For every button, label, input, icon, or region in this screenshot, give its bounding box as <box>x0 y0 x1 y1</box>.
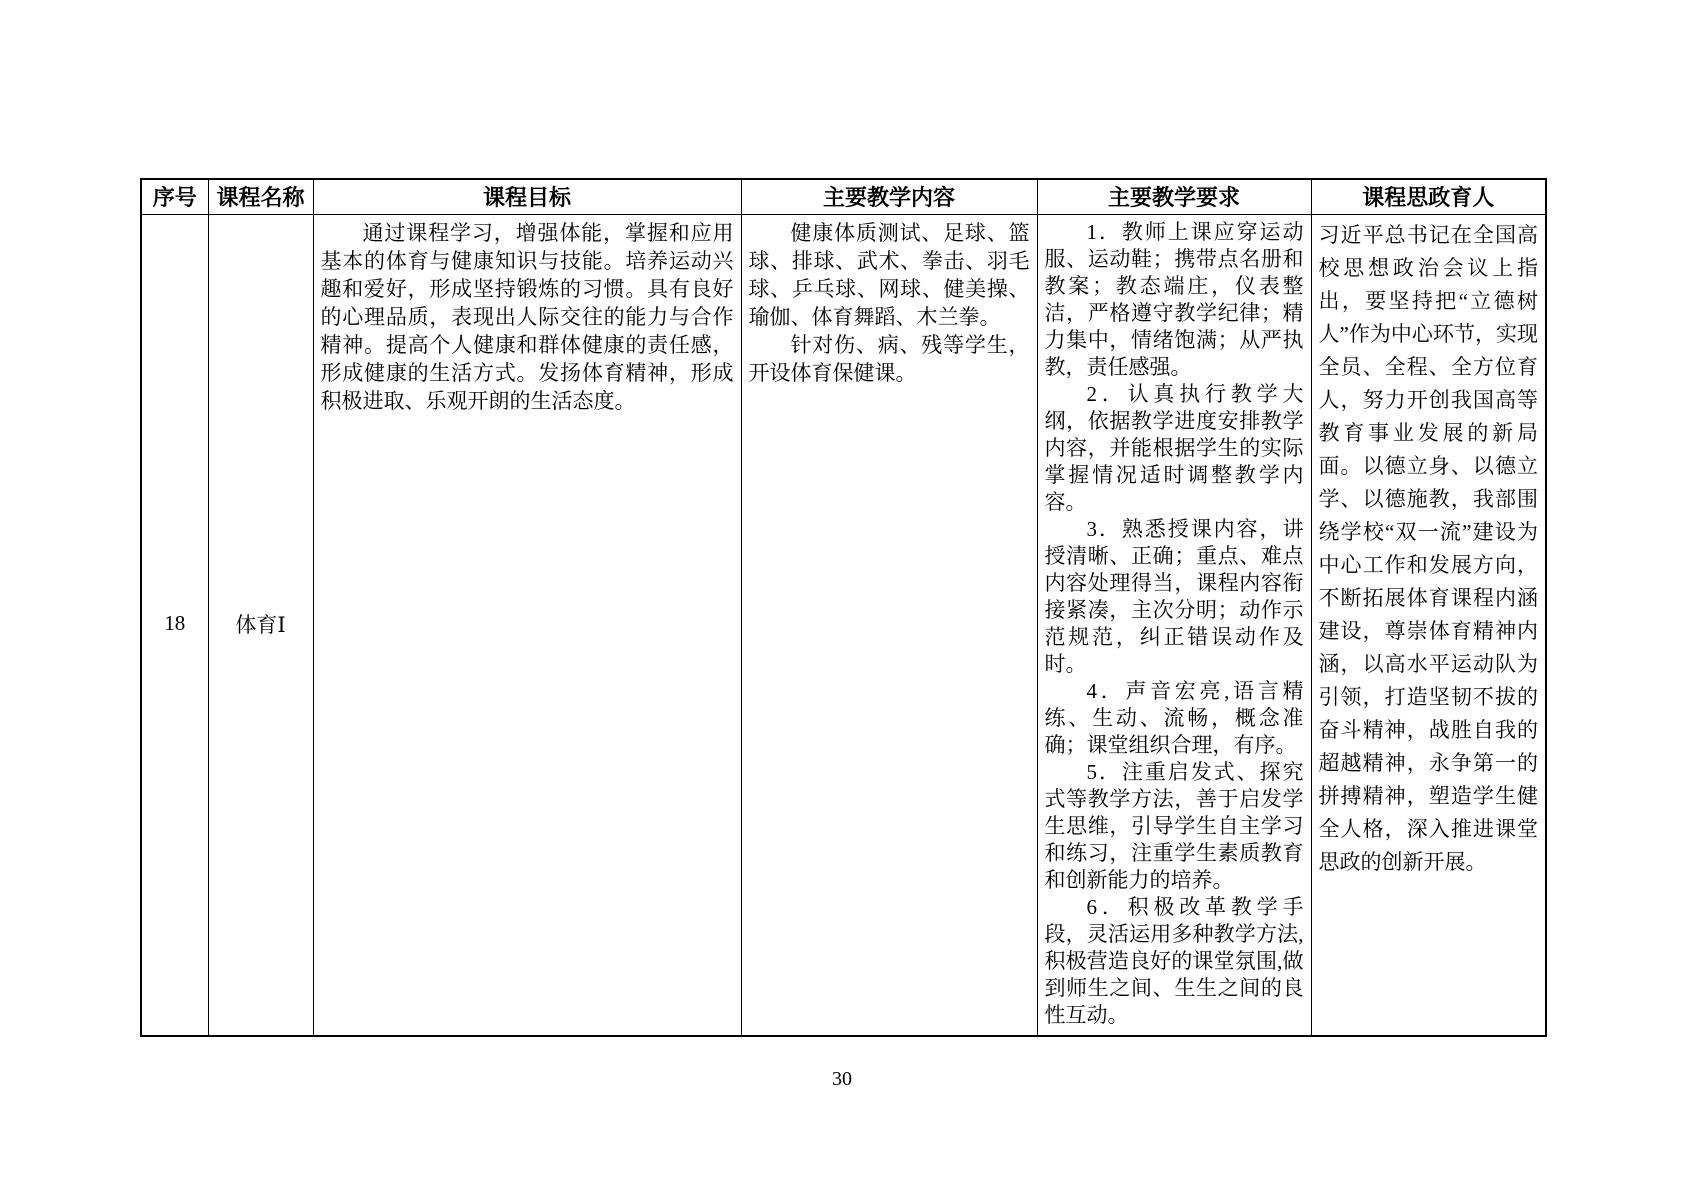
table-row <box>141 214 1546 1036</box>
column-header-course-name: 课程名称 <box>208 179 313 214</box>
cell-ideology <box>1311 214 1546 1036</box>
ideology-paragraph: 习近平总书记在全国高校思想政治会议上指出，要坚持把“立德树人”作为中心环节，实现全员、全程、全方位育人，努力开创我国高等教育事业发展的新局面。以德立身、以德立学、以德施教，我部围绕学校“双一流”建设为中心工作和发展方向，不断拓展体育课程内涵建设，尊崇体育精神内涵，以高水平运动队为引领，打造坚韧不拔的奋斗精神，战胜自我的超越精神，永争第一的拼搏精神，塑造学生健全人格，深入推进课堂思政的创新开展。 <box>1318 222 1538 874</box>
column-header-teaching-content: 主要教学内容 <box>741 179 1037 214</box>
cell-course-name: 体育Ⅰ <box>208 214 313 1036</box>
table-header-row <box>141 179 1546 214</box>
column-header-objectives: 课程目标 <box>313 179 741 214</box>
column-header-ideology: 课程思政育人 <box>1311 179 1546 214</box>
content-paragraph: 健康体质测试、足球、篮球、排球、武术、拳击、羽毛球、乒乓球、网球、健美操、瑜伽、体育舞蹈、木兰拳。 <box>748 220 1030 329</box>
cell-index: 18 <box>141 214 208 1036</box>
requirement-item: 2．认真执行教学大纲，依据教学进度安排教学内容，并能根据学生的实际掌握情况适时调整教学内容。 <box>1044 381 1304 514</box>
requirement-item: 5．注重启发式、探究式等教学方法，善于启发学生思维，引导学生自主学习和练习，注重学生素质教育和创新能力的培养。 <box>1044 759 1304 892</box>
cell-teaching-requirements <box>1037 214 1311 1036</box>
requirement-item: 6．积极改革教学手段，灵活运用多种教学方法,积极营造良好的课堂氛围,做到师生之间、生生之间的良性互动。 <box>1044 894 1304 1027</box>
column-header-teaching-requirements: 主要教学要求 <box>1037 179 1311 214</box>
objectives-paragraph: 通过课程学习，增强体能，掌握和应用基本的体育与健康知识与技能。培养运动兴趣和爱好，形成坚持锻炼的习惯。具有良好的心理品质，表现出人际交往的能力与合作精神。提高个人健康和群体健康的责任感，形成健康的生活方式。发扬体育精神，形成积极进取、乐观开朗的生活态度。 <box>320 220 734 413</box>
cell-objectives <box>313 214 741 1036</box>
content-paragraph: 针对伤、病、残等学生，开设体育保健课。 <box>748 332 1030 385</box>
requirement-item: 4．声音宏亮,语言精练、生动、流畅，概念准确；课堂组织合理，有序。 <box>1044 678 1304 757</box>
page-number: 30 <box>832 1068 852 1090</box>
course-syllabus-table <box>140 178 1547 1037</box>
requirement-item: 3．熟悉授课内容，讲授清晰、正确；重点、难点内容处理得当，课程内容衔接紧凑，主次分明；动作示范规范，纠正错误动作及时。 <box>1044 516 1304 676</box>
column-header-index: 序号 <box>141 179 208 214</box>
cell-teaching-content <box>741 214 1037 1036</box>
requirement-item: 1．教师上课应穿运动服、运动鞋；携带点名册和教案；教态端庄，仪表整洁，严格遵守教学纪律；精力集中，情绪饱满；从严执教，责任感强。 <box>1044 219 1304 379</box>
